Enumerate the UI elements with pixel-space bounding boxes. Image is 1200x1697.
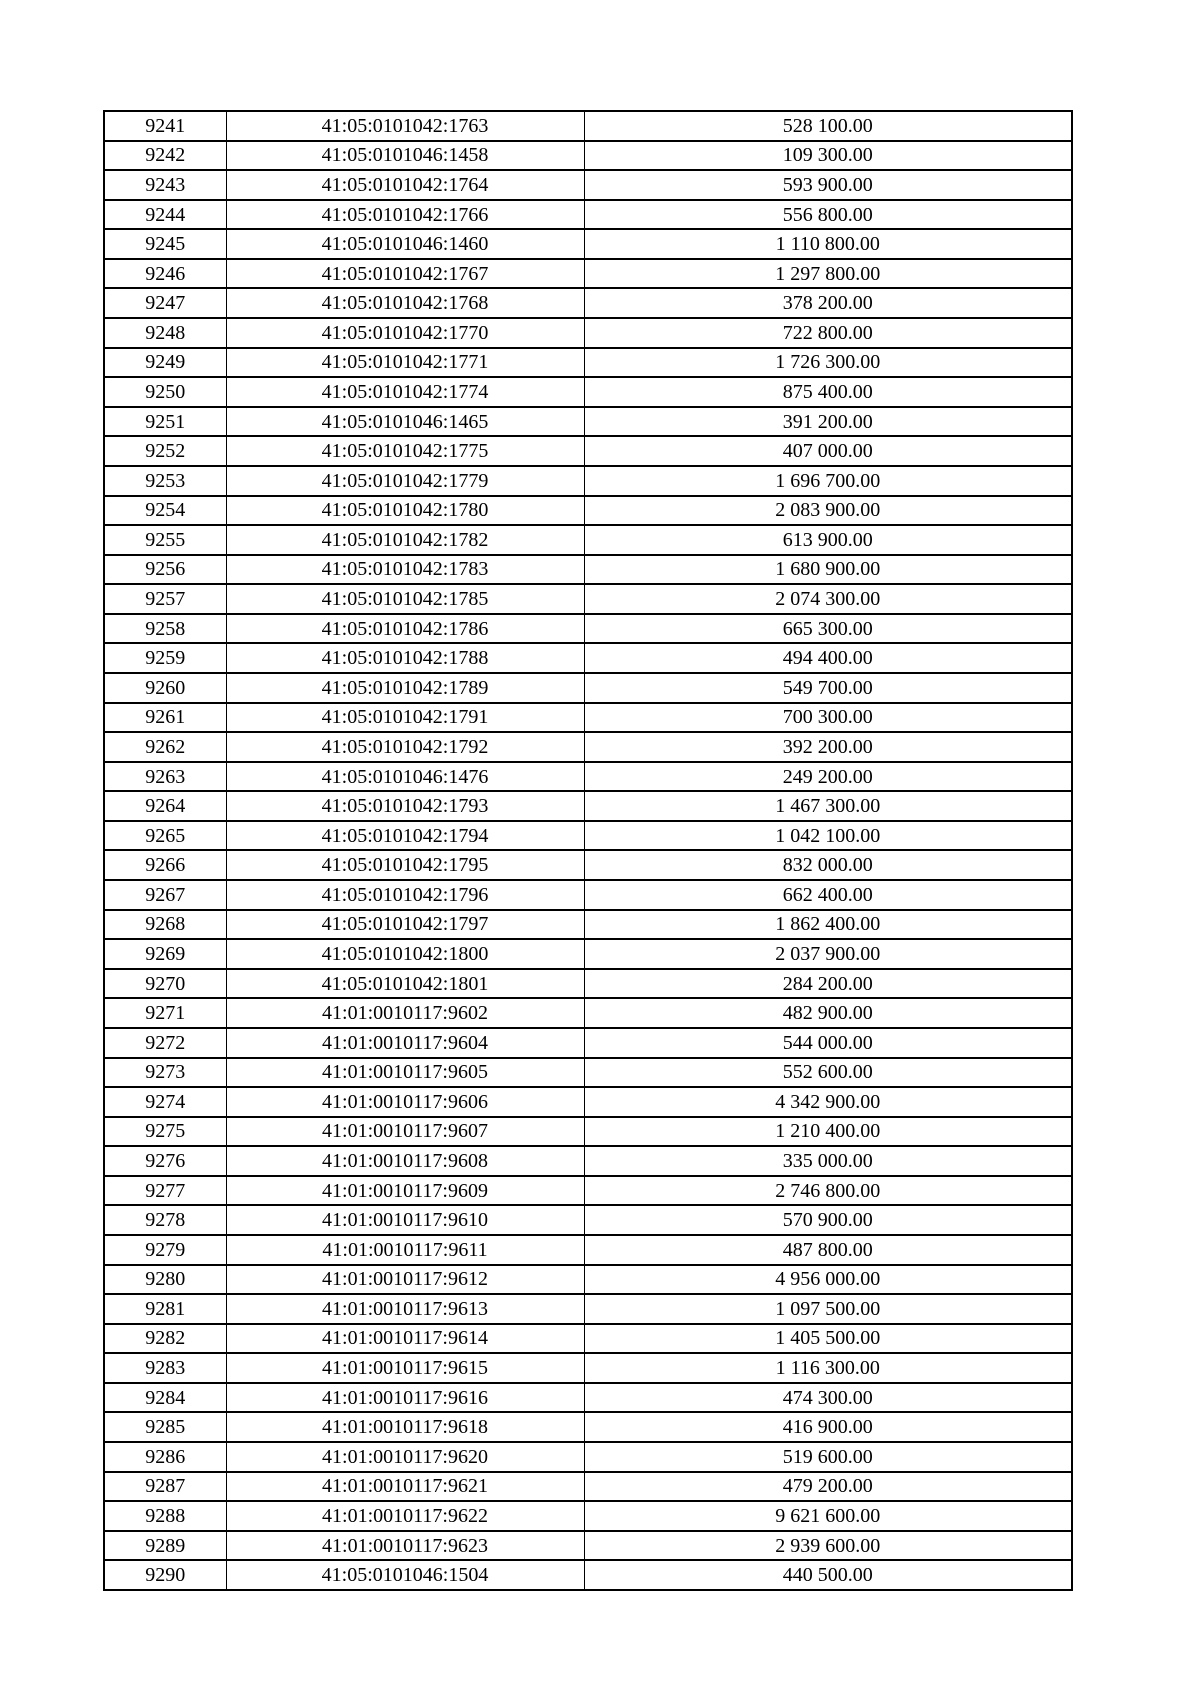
cadastral-number-cell: 41:01:0010117:9611 <box>226 1235 584 1265</box>
row-number-cell: 9269 <box>104 939 226 969</box>
row-number-cell: 9257 <box>104 584 226 614</box>
cadastral-number-cell: 41:05:0101046:1476 <box>226 762 584 792</box>
table-row <box>104 1531 1072 1561</box>
cadastral-value-cell: 2 746 800.00 <box>584 1176 1072 1206</box>
cadastral-value-cell: 519 600.00 <box>584 1442 1072 1472</box>
row-number-cell: 9280 <box>104 1265 226 1295</box>
table-row <box>104 1324 1072 1354</box>
cadastral-number-cell: 41:05:0101042:1794 <box>226 821 584 851</box>
table-row <box>104 1412 1072 1442</box>
cadastral-number-cell: 41:01:0010117:9604 <box>226 1028 584 1058</box>
table-row <box>104 407 1072 437</box>
cadastral-value-cell: 528 100.00 <box>584 111 1072 141</box>
row-number-cell: 9277 <box>104 1176 226 1206</box>
table-row <box>104 1205 1072 1235</box>
cadastral-value-cell: 544 000.00 <box>584 1028 1072 1058</box>
row-number-cell: 9287 <box>104 1472 226 1502</box>
cadastral-value-cell: 549 700.00 <box>584 673 1072 703</box>
row-number-cell: 9247 <box>104 288 226 318</box>
row-number-cell: 9248 <box>104 318 226 348</box>
cadastral-number-cell: 41:01:0010117:9607 <box>226 1117 584 1147</box>
cadastral-value-cell: 416 900.00 <box>584 1412 1072 1442</box>
table-row <box>104 1501 1072 1531</box>
table-row <box>104 1117 1072 1147</box>
cadastral-number-cell: 41:01:0010117:9618 <box>226 1412 584 1442</box>
row-number-cell: 9281 <box>104 1294 226 1324</box>
cadastral-number-cell: 41:05:0101042:1775 <box>226 436 584 466</box>
table-row <box>104 643 1072 673</box>
cadastral-number-cell: 41:05:0101042:1795 <box>226 850 584 880</box>
row-number-cell: 9272 <box>104 1028 226 1058</box>
table-row <box>104 880 1072 910</box>
cadastral-value-cell: 1 680 900.00 <box>584 555 1072 585</box>
row-number-cell: 9278 <box>104 1205 226 1235</box>
cadastral-value-cell: 482 900.00 <box>584 998 1072 1028</box>
cadastral-number-cell: 41:01:0010117:9605 <box>226 1058 584 1088</box>
table-row <box>104 466 1072 496</box>
cadastral-value-cell: 1 726 300.00 <box>584 348 1072 378</box>
cadastral-value-cell: 494 400.00 <box>584 643 1072 673</box>
table-row <box>104 762 1072 792</box>
cadastral-number-cell: 41:05:0101046:1465 <box>226 407 584 437</box>
table-row <box>104 910 1072 940</box>
cadastral-value-cell: 4 956 000.00 <box>584 1265 1072 1295</box>
row-number-cell: 9241 <box>104 111 226 141</box>
cadastral-number-cell: 41:01:0010117:9613 <box>226 1294 584 1324</box>
cadastral-value-cell: 722 800.00 <box>584 318 1072 348</box>
table-row <box>104 200 1072 230</box>
cadastral-value-cell: 556 800.00 <box>584 200 1072 230</box>
cadastral-value-cell: 249 200.00 <box>584 762 1072 792</box>
cadastral-value-cell: 479 200.00 <box>584 1472 1072 1502</box>
cadastral-number-cell: 41:01:0010117:9612 <box>226 1265 584 1295</box>
cadastral-value-cell: 1 297 800.00 <box>584 259 1072 289</box>
cadastral-value-cell: 2 074 300.00 <box>584 584 1072 614</box>
row-number-cell: 9254 <box>104 496 226 526</box>
cadastral-number-cell: 41:05:0101042:1768 <box>226 288 584 318</box>
cadastral-value-cell: 109 300.00 <box>584 141 1072 171</box>
row-number-cell: 9263 <box>104 762 226 792</box>
cadastral-value-cell: 378 200.00 <box>584 288 1072 318</box>
table-row <box>104 1294 1072 1324</box>
cadastral-value-cell: 407 000.00 <box>584 436 1072 466</box>
cadastral-value-cell: 1 116 300.00 <box>584 1353 1072 1383</box>
row-number-cell: 9264 <box>104 791 226 821</box>
cadastral-number-cell: 41:01:0010117:9622 <box>226 1501 584 1531</box>
cadastral-number-cell: 41:05:0101042:1780 <box>226 496 584 526</box>
cadastral-number-cell: 41:05:0101042:1788 <box>226 643 584 673</box>
table-row <box>104 1265 1072 1295</box>
cadastral-number-cell: 41:05:0101046:1458 <box>226 141 584 171</box>
table-row <box>104 141 1072 171</box>
cadastral-value-cell: 474 300.00 <box>584 1383 1072 1413</box>
cadastral-number-cell: 41:05:0101042:1763 <box>226 111 584 141</box>
table-row <box>104 821 1072 851</box>
row-number-cell: 9286 <box>104 1442 226 1472</box>
table-row <box>104 1383 1072 1413</box>
cadastral-value-cell: 875 400.00 <box>584 377 1072 407</box>
row-number-cell: 9271 <box>104 998 226 1028</box>
table-row <box>104 436 1072 466</box>
row-number-cell: 9268 <box>104 910 226 940</box>
row-number-cell: 9244 <box>104 200 226 230</box>
cadastral-number-cell: 41:05:0101042:1792 <box>226 732 584 762</box>
row-number-cell: 9256 <box>104 555 226 585</box>
cadastral-number-cell: 41:05:0101042:1797 <box>226 910 584 940</box>
table-row <box>104 850 1072 880</box>
cadastral-value-cell: 284 200.00 <box>584 969 1072 999</box>
cadastral-value-cell: 392 200.00 <box>584 732 1072 762</box>
cadastral-number-cell: 41:05:0101046:1504 <box>226 1560 584 1590</box>
cadastral-number-cell: 41:05:0101042:1770 <box>226 318 584 348</box>
row-number-cell: 9279 <box>104 1235 226 1265</box>
row-number-cell: 9246 <box>104 259 226 289</box>
cadastral-value-cell: 613 900.00 <box>584 525 1072 555</box>
cadastral-value-cell: 1 467 300.00 <box>584 791 1072 821</box>
row-number-cell: 9261 <box>104 703 226 733</box>
row-number-cell: 9290 <box>104 1560 226 1590</box>
table-row <box>104 1058 1072 1088</box>
row-number-cell: 9243 <box>104 170 226 200</box>
cadastral-value-cell: 2 037 900.00 <box>584 939 1072 969</box>
cadastral-value-cell: 391 200.00 <box>584 407 1072 437</box>
row-number-cell: 9253 <box>104 466 226 496</box>
cadastral-value-cell: 1 097 500.00 <box>584 1294 1072 1324</box>
cadastral-number-cell: 41:05:0101042:1774 <box>226 377 584 407</box>
table-row <box>104 111 1072 141</box>
table-row <box>104 555 1072 585</box>
cadastral-number-cell: 41:05:0101042:1785 <box>226 584 584 614</box>
table-row <box>104 1146 1072 1176</box>
cadastral-value-cell: 2 083 900.00 <box>584 496 1072 526</box>
row-number-cell: 9245 <box>104 229 226 259</box>
cadastral-number-cell: 41:01:0010117:9620 <box>226 1442 584 1472</box>
cadastral-number-cell: 41:05:0101042:1767 <box>226 259 584 289</box>
table-row <box>104 1087 1072 1117</box>
table-row <box>104 496 1072 526</box>
table-row <box>104 1028 1072 1058</box>
table-row <box>104 732 1072 762</box>
table-row <box>104 1560 1072 1590</box>
cadastral-number-cell: 41:01:0010117:9602 <box>226 998 584 1028</box>
row-number-cell: 9275 <box>104 1117 226 1147</box>
cadastral-number-cell: 41:05:0101042:1766 <box>226 200 584 230</box>
row-number-cell: 9288 <box>104 1501 226 1531</box>
table-row <box>104 1472 1072 1502</box>
cadastral-number-cell: 41:05:0101046:1460 <box>226 229 584 259</box>
cadastral-number-cell: 41:05:0101042:1782 <box>226 525 584 555</box>
cadastral-number-cell: 41:05:0101042:1791 <box>226 703 584 733</box>
row-number-cell: 9242 <box>104 141 226 171</box>
row-number-cell: 9255 <box>104 525 226 555</box>
cadastral-value-cell: 335 000.00 <box>584 1146 1072 1176</box>
row-number-cell: 9289 <box>104 1531 226 1561</box>
cadastral-value-cell: 593 900.00 <box>584 170 1072 200</box>
row-number-cell: 9283 <box>104 1353 226 1383</box>
cadastral-value-cell: 487 800.00 <box>584 1235 1072 1265</box>
row-number-cell: 9282 <box>104 1324 226 1354</box>
cadastral-number-cell: 41:05:0101042:1786 <box>226 614 584 644</box>
cadastral-number-cell: 41:01:0010117:9614 <box>226 1324 584 1354</box>
row-number-cell: 9273 <box>104 1058 226 1088</box>
table-row <box>104 791 1072 821</box>
row-number-cell: 9251 <box>104 407 226 437</box>
cadastral-value-cell: 9 621 600.00 <box>584 1501 1072 1531</box>
table-row <box>104 998 1072 1028</box>
cadastral-number-cell: 41:05:0101042:1793 <box>226 791 584 821</box>
cadastral-number-cell: 41:05:0101042:1789 <box>226 673 584 703</box>
cadastral-number-cell: 41:01:0010117:9609 <box>226 1176 584 1206</box>
cadastral-number-cell: 41:05:0101042:1801 <box>226 969 584 999</box>
cadastral-value-cell: 570 900.00 <box>584 1205 1072 1235</box>
cadastral-number-cell: 41:01:0010117:9615 <box>226 1353 584 1383</box>
cadastral-value-cell: 665 300.00 <box>584 614 1072 644</box>
cadastral-number-cell: 41:05:0101042:1796 <box>226 880 584 910</box>
cadastral-value-cell: 1 042 100.00 <box>584 821 1072 851</box>
table-row <box>104 673 1072 703</box>
cadastral-number-cell: 41:05:0101042:1771 <box>226 348 584 378</box>
cadastral-number-cell: 41:01:0010117:9610 <box>226 1205 584 1235</box>
table-row <box>104 1353 1072 1383</box>
table-row <box>104 170 1072 200</box>
row-number-cell: 9250 <box>104 377 226 407</box>
cadastral-number-cell: 41:01:0010117:9608 <box>226 1146 584 1176</box>
cadastral-number-cell: 41:05:0101042:1764 <box>226 170 584 200</box>
table-row <box>104 1176 1072 1206</box>
table-row <box>104 259 1072 289</box>
cadastral-value-cell: 1 405 500.00 <box>584 1324 1072 1354</box>
cadastral-number-cell: 41:01:0010117:9606 <box>226 1087 584 1117</box>
table-row <box>104 969 1072 999</box>
cadastral-value-cell: 662 400.00 <box>584 880 1072 910</box>
cadastral-value-cell: 440 500.00 <box>584 1560 1072 1590</box>
row-number-cell: 9249 <box>104 348 226 378</box>
table-body <box>104 111 1072 1590</box>
cadastral-value-cell: 1 110 800.00 <box>584 229 1072 259</box>
table-row <box>104 1442 1072 1472</box>
table-row <box>104 525 1072 555</box>
table-row <box>104 584 1072 614</box>
row-number-cell: 9284 <box>104 1383 226 1413</box>
cadastral-value-cell: 4 342 900.00 <box>584 1087 1072 1117</box>
table-row <box>104 229 1072 259</box>
cadastral-value-cell: 700 300.00 <box>584 703 1072 733</box>
row-number-cell: 9266 <box>104 850 226 880</box>
cadastral-number-cell: 41:01:0010117:9621 <box>226 1472 584 1502</box>
table-row <box>104 614 1072 644</box>
table-row <box>104 377 1072 407</box>
table-row <box>104 348 1072 378</box>
table-row <box>104 939 1072 969</box>
cadastral-value-table <box>103 110 1073 1591</box>
row-number-cell: 9262 <box>104 732 226 762</box>
table-row <box>104 703 1072 733</box>
row-number-cell: 9260 <box>104 673 226 703</box>
row-number-cell: 9258 <box>104 614 226 644</box>
cadastral-number-cell: 41:05:0101042:1800 <box>226 939 584 969</box>
cadastral-number-cell: 41:01:0010117:9616 <box>226 1383 584 1413</box>
row-number-cell: 9267 <box>104 880 226 910</box>
cadastral-value-cell: 832 000.00 <box>584 850 1072 880</box>
cadastral-number-cell: 41:05:0101042:1783 <box>226 555 584 585</box>
row-number-cell: 9259 <box>104 643 226 673</box>
cadastral-value-cell: 1 210 400.00 <box>584 1117 1072 1147</box>
cadastral-value-cell: 2 939 600.00 <box>584 1531 1072 1561</box>
row-number-cell: 9252 <box>104 436 226 466</box>
table-row <box>104 318 1072 348</box>
row-number-cell: 9265 <box>104 821 226 851</box>
table-row <box>104 288 1072 318</box>
cadastral-number-cell: 41:05:0101042:1779 <box>226 466 584 496</box>
row-number-cell: 9270 <box>104 969 226 999</box>
row-number-cell: 9274 <box>104 1087 226 1117</box>
cadastral-value-cell: 1 696 700.00 <box>584 466 1072 496</box>
cadastral-value-cell: 1 862 400.00 <box>584 910 1072 940</box>
cadastral-number-cell: 41:01:0010117:9623 <box>226 1531 584 1561</box>
row-number-cell: 9285 <box>104 1412 226 1442</box>
cadastral-value-cell: 552 600.00 <box>584 1058 1072 1088</box>
table-row <box>104 1235 1072 1265</box>
row-number-cell: 9276 <box>104 1146 226 1176</box>
